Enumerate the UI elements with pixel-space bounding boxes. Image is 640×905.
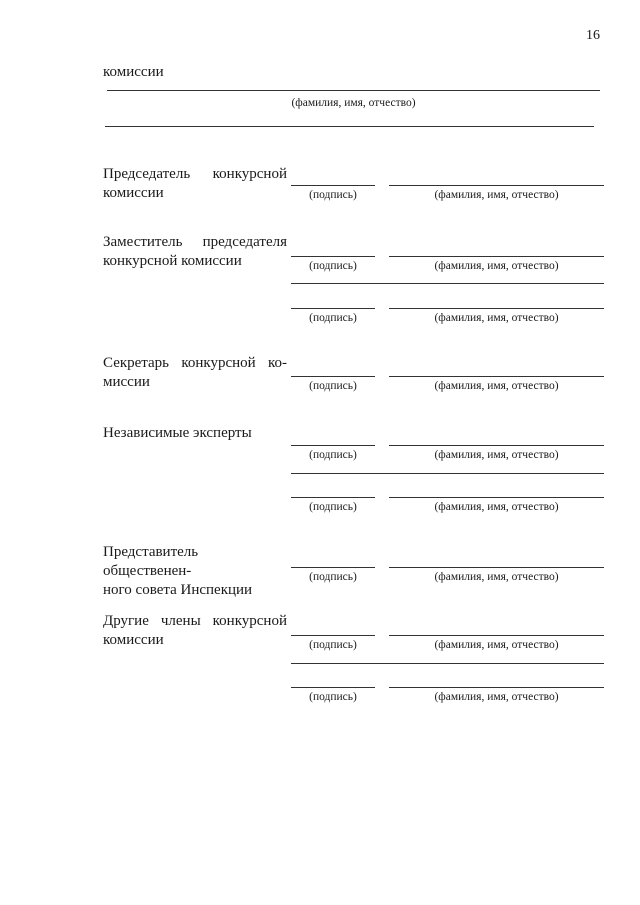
signature-caption: (подпись) bbox=[309, 571, 357, 583]
header-second-line bbox=[105, 126, 594, 127]
signature-line bbox=[291, 256, 375, 257]
role-public-council bbox=[103, 543, 287, 600]
signature-caption: (подпись) bbox=[309, 691, 357, 703]
signature-line bbox=[291, 185, 375, 186]
signature-caption: (подпись) bbox=[309, 189, 357, 201]
role-others-line2: комиссии bbox=[103, 632, 164, 648]
signature-caption: (подпись) bbox=[309, 501, 357, 513]
role-secretary bbox=[103, 354, 287, 392]
role-deputy-line1: Заместитель председателя bbox=[103, 234, 287, 250]
signature-line bbox=[291, 687, 375, 688]
role-experts bbox=[103, 424, 287, 443]
name-caption: (фамилия, имя, отчество) bbox=[434, 380, 559, 392]
name-line bbox=[389, 185, 604, 186]
name-line bbox=[389, 497, 604, 498]
signature-line bbox=[291, 567, 375, 568]
name-line bbox=[389, 567, 604, 568]
name-caption: (фамилия, имя, отчество) bbox=[434, 312, 559, 324]
role-chairman bbox=[103, 165, 287, 203]
role-chairman-line2: комиссии bbox=[103, 185, 164, 201]
signature-line bbox=[291, 308, 375, 309]
signature-caption: (подпись) bbox=[309, 380, 357, 392]
name-caption: (фамилия, имя, отчество) bbox=[434, 260, 559, 272]
divider-line bbox=[291, 663, 604, 664]
signature-caption: (подпись) bbox=[309, 260, 357, 272]
role-secretary-line2: миссии bbox=[103, 374, 150, 390]
role-others bbox=[103, 612, 287, 650]
name-line bbox=[389, 376, 604, 377]
signature-line bbox=[291, 635, 375, 636]
page-number: 16 bbox=[586, 28, 600, 43]
signature-line bbox=[291, 445, 375, 446]
header-word: комиссии bbox=[103, 64, 164, 80]
role-public-council-line2: ного совета Инспекции bbox=[103, 582, 253, 598]
signature-caption: (подпись) bbox=[309, 449, 357, 461]
name-line bbox=[389, 256, 604, 257]
name-line bbox=[389, 445, 604, 446]
role-deputy bbox=[103, 233, 287, 271]
name-caption: (фамилия, имя, отчество) bbox=[434, 571, 559, 583]
name-caption: (фамилия, имя, отчество) bbox=[434, 691, 559, 703]
name-line bbox=[389, 635, 604, 636]
name-caption: (фамилия, имя, отчество) bbox=[434, 501, 559, 513]
signature-caption: (подпись) bbox=[309, 639, 357, 651]
name-caption: (фамилия, имя, отчество) bbox=[434, 639, 559, 651]
role-others-line1: Другие члены конкурсной bbox=[103, 613, 287, 629]
role-deputy-line2: конкурсной комиссии bbox=[103, 253, 242, 269]
divider-line bbox=[291, 283, 604, 284]
name-line bbox=[389, 308, 604, 309]
header-name-line bbox=[107, 90, 600, 91]
role-chairman-line1 bbox=[103, 165, 287, 184]
role-chairman-word1: Председатель конкурсной bbox=[103, 166, 287, 182]
signature-line bbox=[291, 497, 375, 498]
name-caption: (фамилия, имя, отчество) bbox=[434, 189, 559, 201]
header-caption: (фамилия, имя, отчество) bbox=[291, 97, 416, 109]
name-caption: (фамилия, имя, отчество) bbox=[434, 449, 559, 461]
role-experts-line1: Независимые эксперты bbox=[103, 425, 252, 441]
signature-caption: (подпись) bbox=[309, 312, 357, 324]
signature-line bbox=[291, 376, 375, 377]
role-secretary-line1: Секретарь конкурсной ко- bbox=[103, 355, 287, 371]
divider-line bbox=[291, 473, 604, 474]
role-public-council-line1: Представитель общественен- bbox=[103, 544, 199, 579]
name-line bbox=[389, 687, 604, 688]
